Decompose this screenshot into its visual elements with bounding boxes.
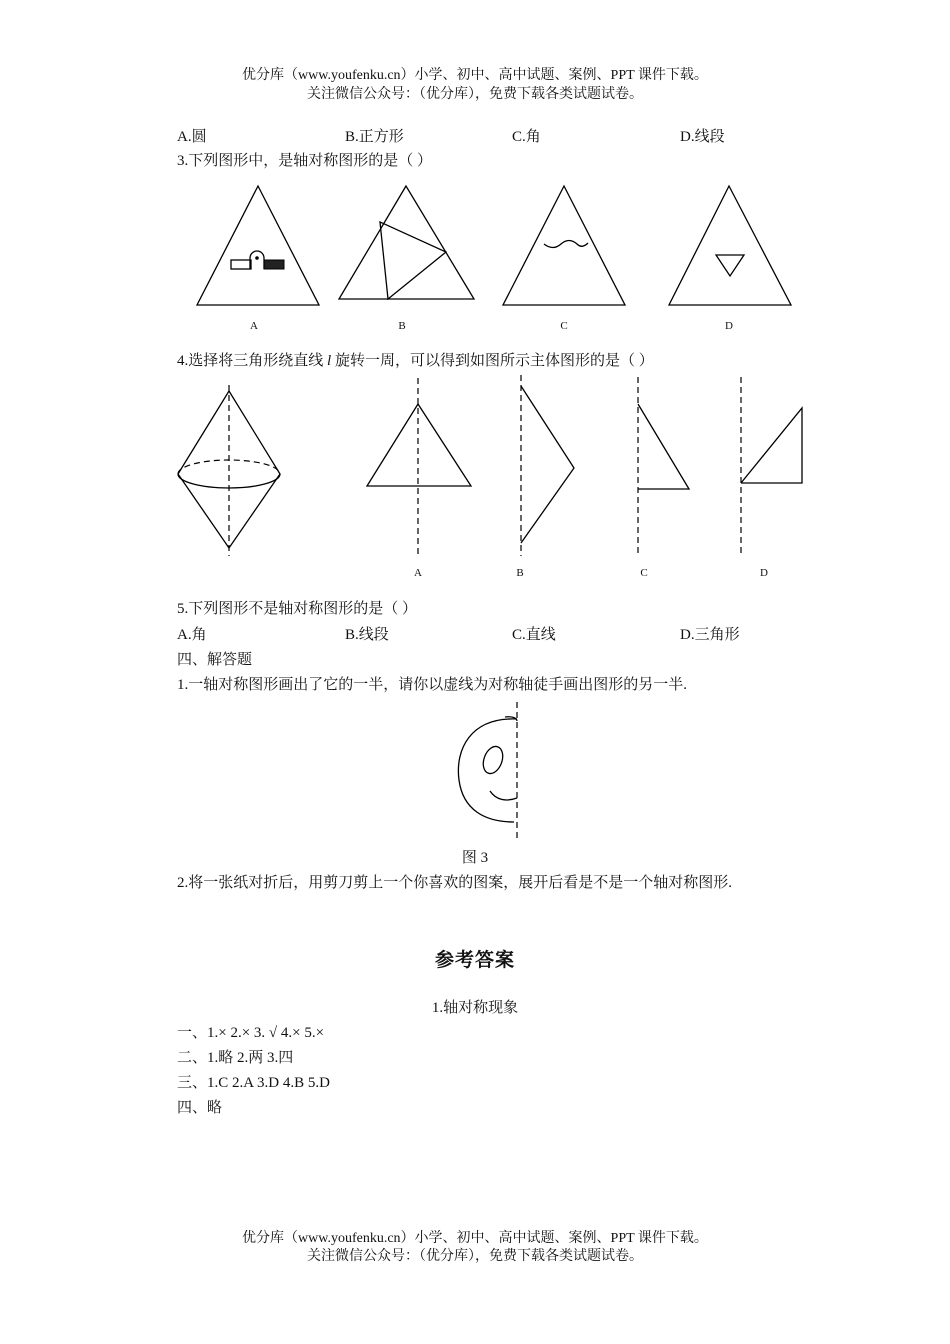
header-line-1: 优分库（www.youfenku.cn）小学、初中、高中试题、案例、PPT 课件下载。 — [242, 68, 708, 83]
q5-option-a: A.角 — [177, 627, 207, 643]
q4-label-b: B — [516, 567, 524, 579]
q3-label-b: B — [398, 320, 406, 332]
q3-label-c: C — [560, 320, 568, 332]
q2-option-c: C.角 — [512, 129, 541, 145]
q3-stem: 3.下列图形中，是轴对称图形的是（ ） — [177, 153, 433, 169]
footer-line-1: 优分库（www.youfenku.cn）小学、初中、高中试题、案例、PPT 课件下载。 — [242, 1231, 708, 1246]
q2-option-d: D.线段 — [680, 129, 725, 145]
answer-row-3: 三、1.C 2.A 3.D 4.B 5.D — [177, 1075, 330, 1091]
figure-3-caption: 图 3 — [461, 850, 489, 866]
q2-option-a: A.圆 — [177, 129, 207, 145]
q4-label-a: A — [414, 567, 422, 579]
section4-q2: 2.将一张纸对折后，用剪刀剪上一个你喜欢的图案，展开后看是不是一个轴对称图形. — [177, 875, 733, 891]
q4-stem-var: l — [327, 353, 332, 369]
answers-subtitle: 1.轴对称现象 — [431, 1000, 519, 1016]
q4-label-d: D — [760, 567, 768, 579]
q5-option-d: D.三角形 — [680, 627, 740, 643]
section4-q1: 1.一轴对称图形画出了它的一半，请你以虚线为对称轴徒手画出图形的另一半. — [177, 677, 688, 693]
q5-option-c: C.直线 — [512, 627, 556, 643]
section4-heading: 四、解答题 — [177, 652, 253, 668]
q5-stem: 5.下列图形不是轴对称图形的是（ ） — [177, 601, 418, 617]
answer-row-2: 二、1.略 2.两 3.四 — [177, 1050, 294, 1066]
header-line-2: 关注微信公众号：（优分库），免费下载各类试题试卷。 — [307, 87, 643, 102]
q3-label-a: A — [250, 320, 258, 332]
q2-option-b: B.正方形 — [345, 129, 404, 145]
answer-row-4: 四、略 — [177, 1100, 223, 1116]
answers-title: 参考答案 — [434, 950, 515, 971]
answer-row-1: 一、1.× 2.× 3. √ 4.× 5.× — [177, 1025, 325, 1041]
q4-stem-post: 旋转一周，可以得到如图所示主体图形的是（ ） — [331, 353, 654, 369]
q4-stem-pre: 4.选择将三角形绕直线 — [177, 353, 328, 369]
footer-line-2: 关注微信公众号：（优分库），免费下载各类试题试卷。 — [307, 1249, 643, 1264]
q3-label-d: D — [725, 320, 733, 332]
q5-option-b: B.线段 — [345, 627, 389, 643]
q4-label-c: C — [640, 567, 648, 579]
